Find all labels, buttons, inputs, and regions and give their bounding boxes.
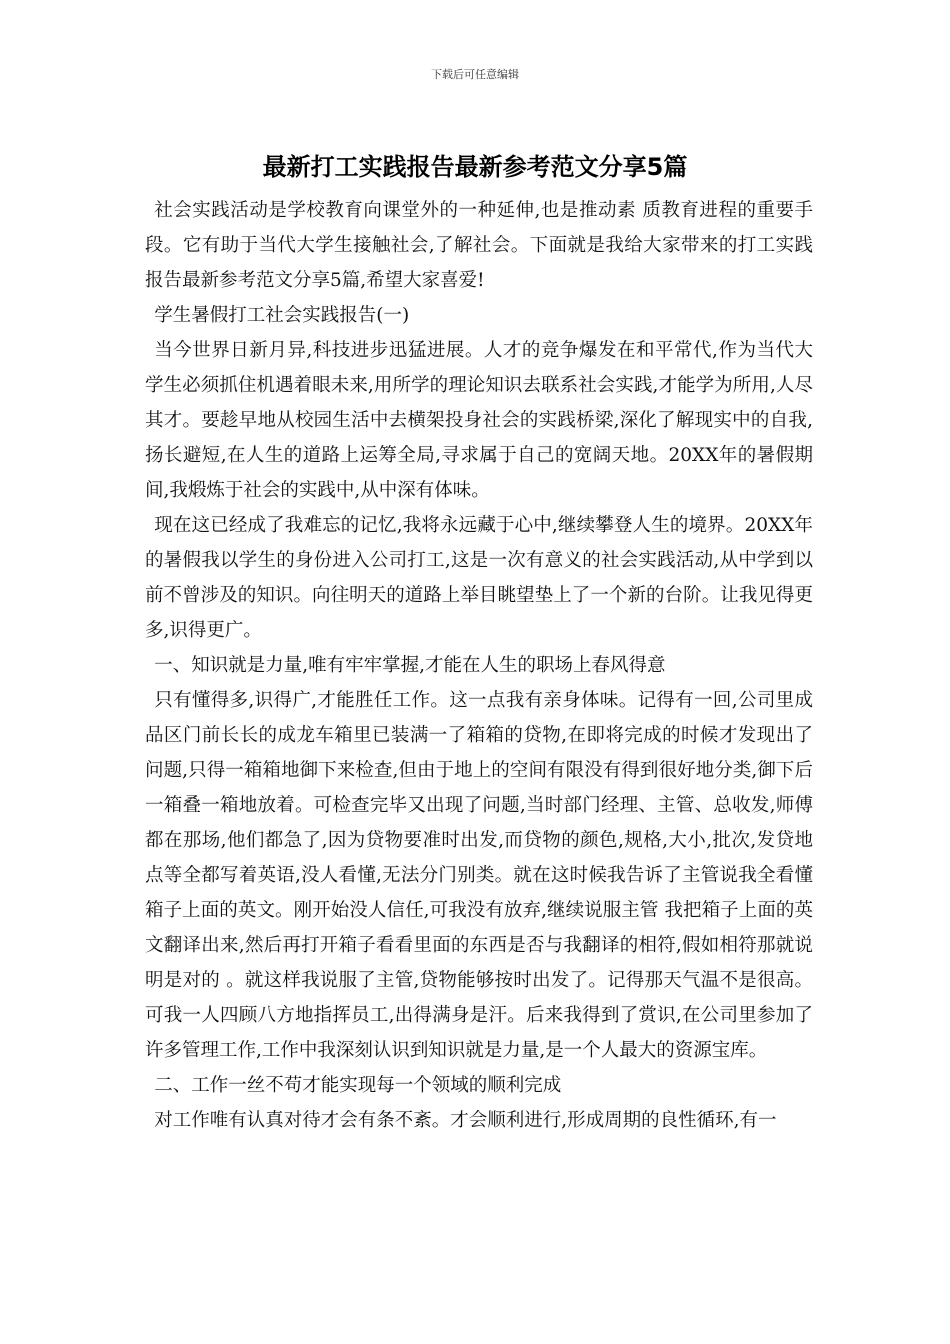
paragraph-intro: 社会实践活动是学校教育向课堂外的一种延伸,也是推动素 质教育进程的重要手段。它有助于当代大学生接触社会,了解社会。下面就是我给大家带来的打工实践报告最新参考范文分享5篇,希望大家喜爱! (145, 200, 813, 291)
paragraph: 对工作唯有认真对待才会有条不紊。才会顺利进行,形成周期的良性循环,有一 (154, 1110, 777, 1131)
paragraph: 现在这已经成了我难忘的记忆,我将永远藏于心中,继续攀登人生的境界。20XX年的暑假我以学生的身份进入公司打工,这是一次有意义的社会实践活动,从中学到以前不曾涉及的知识。向往明天的道路上举目眺望垫上了一个新的台阶。让我见得更多,识得更广。 (145, 515, 813, 641)
paragraph: 当今世界日新月异,科技进步迅猛进展。人才的竞争爆发在和平常代,作为当代大学生必须抓住机遇着眼未来,用所学的理论知识去联系社会实践,才能学为所用,人尽其才。要趁早地从校园生活中去横架投身社会的实践桥梁,深化了解现实中的自我,扬长避短,在人生的道路上运筹全局,寻求属于自己的宽阔天地。20XX年的暑假期间,我煅炼于社会的实践中,从中深有体味。 (145, 340, 813, 501)
section-heading-report-1: 学生暑假打工社会实践报告(一) (154, 305, 410, 326)
header-note: 下载后可任意编辑 (431, 68, 519, 81)
section-heading-work: 二、工作一丝不苟才能实现每一个领域的顺利完成 (154, 1075, 562, 1096)
document-title: 最新打工实践报告最新参考范文分享5篇 (262, 153, 688, 181)
paragraph: 只有懂得多,识得广,才能胜任工作。这一点我有亲身体味。记得有一回,公司里成品区门前长长的成龙车箱里已装满一了箱箱的贷物,在即将完成的时候才发现出了问题,只得一箱箱地御下来检查,但由于地上的空间有限没有得到很好地分类,御下后一箱叠一箱地放着。可检查完毕又出现了问题,当时部门经理、主管、总收发,师傅都在那场,他们都急了,因为贷物要准时出发,而贷物的颜色,规格,大小,批次,发贷地点等全都写着英语,没人看懂,无法分门别类。就在这时候我告诉了主管说我全看懂箱子上面的英文。刚开始没人信任,可我没有放弃,继续说服主管 我把箱子上面的英文翻译出来,然后再打开箱子看看里面的东西是否与我翻译的相符,假如相符那就说明是对的 。就这样我说服了主管,贷物能够按时出发了。记得那天气温不是很高。可我一人四顾八方地指挥员工,出得满身是汗。后来我得到了赏识,在公司里参加了许多管理工作,工作中我深刻认识到知识就是力量,是一个人最大的资源宝库。 (145, 690, 813, 1061)
section-heading-knowledge: 一、知识就是力量,唯有牢牢掌握,才能在人生的职场上春风得意 (154, 655, 666, 676)
document-body (145, 193, 813, 1138)
